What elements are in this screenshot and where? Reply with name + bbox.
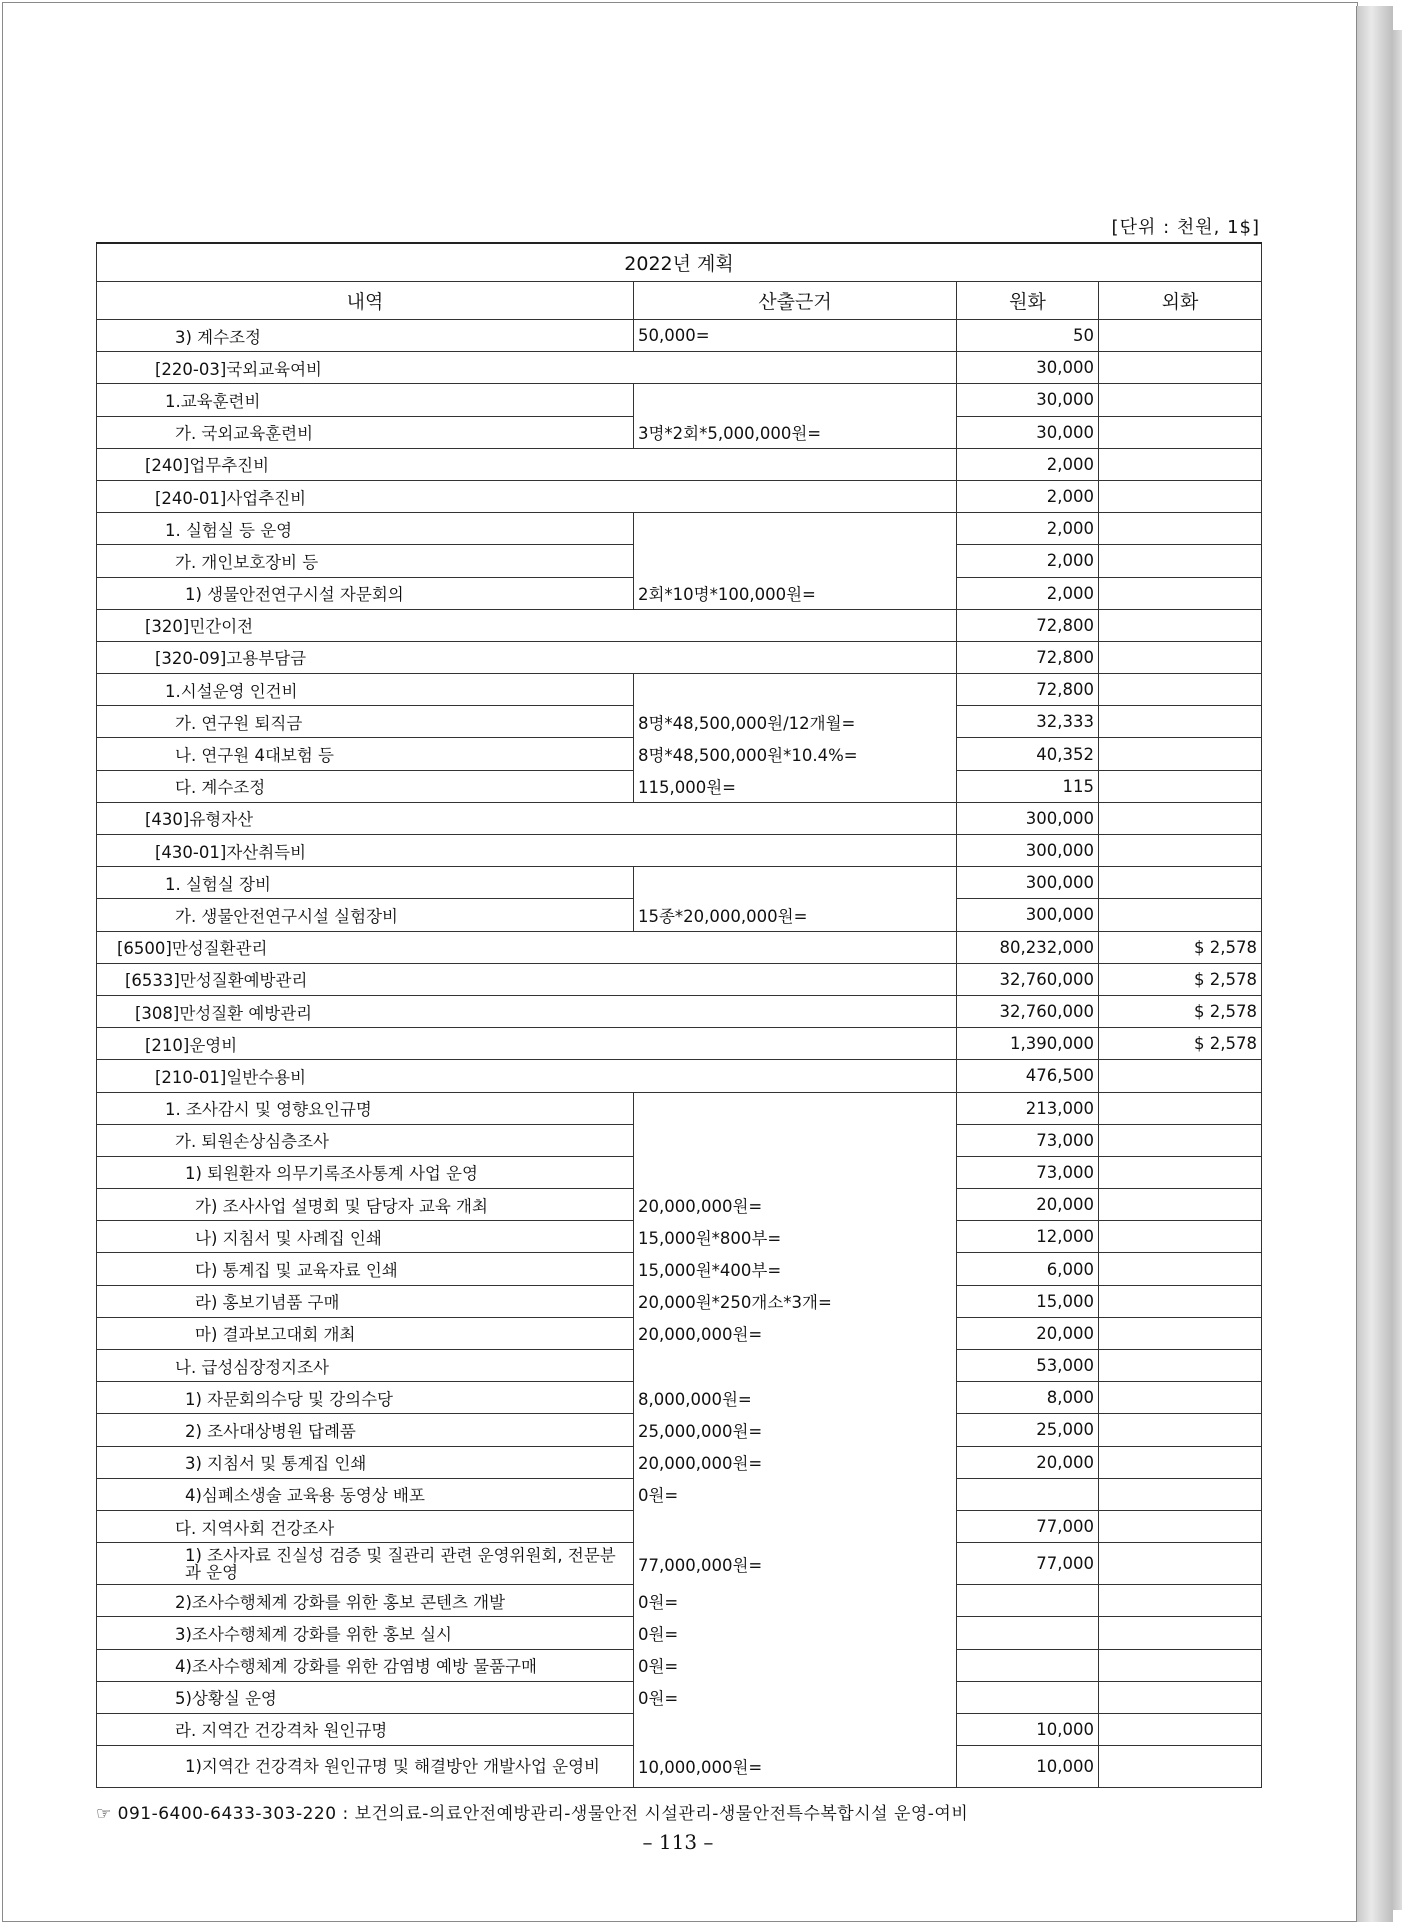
row-basis: 20,000,000원= — [634, 1189, 957, 1221]
row-krw: 32,760,000 — [957, 995, 1099, 1027]
row-krw: 72,800 — [957, 641, 1099, 673]
row-item: 3) 계수조정 — [97, 320, 634, 352]
row-item: [430-01]자산취득비 — [97, 835, 957, 867]
row-basis — [634, 1092, 957, 1124]
table-row — [97, 1585, 1262, 1617]
page-number: – 113 – — [642, 1830, 714, 1854]
table-row — [97, 1189, 1262, 1221]
row-foreign — [1099, 770, 1262, 802]
row-krw: 32,760,000 — [957, 963, 1099, 995]
row-krw: 213,000 — [957, 1092, 1099, 1124]
row-basis: 20,000원*250개소*3개= — [634, 1285, 957, 1317]
row-item: 나. 연구원 4대보험 등 — [97, 738, 634, 770]
row-krw: 12,000 — [957, 1221, 1099, 1253]
table-row — [97, 1617, 1262, 1649]
row-item: 다. 지역사회 건강조사 — [97, 1510, 634, 1542]
row-krw: 8,000 — [957, 1382, 1099, 1414]
page-stack-edge — [1356, 6, 1393, 1922]
row-krw: 30,000 — [957, 352, 1099, 384]
row-item: [240-01]사업추진비 — [97, 480, 957, 512]
row-foreign — [1099, 1543, 1262, 1585]
row-item: 1. 실험실 장비 — [97, 867, 634, 899]
row-krw: 1,390,000 — [957, 1028, 1099, 1060]
row-foreign — [1099, 1713, 1262, 1745]
table-row — [97, 320, 1262, 352]
row-krw: 50 — [957, 320, 1099, 352]
row-foreign — [1099, 1478, 1262, 1510]
row-item: [220-03]국외교육여비 — [97, 352, 957, 384]
row-item: 1) 자문회의수당 및 강의수당 — [97, 1382, 634, 1414]
row-item: 4)조사수행체계 강화를 위한 감염병 예방 물품구매 — [97, 1649, 634, 1681]
row-krw: 300,000 — [957, 802, 1099, 834]
table-row — [97, 1317, 1262, 1349]
row-item: [240]업무추진비 — [97, 448, 957, 480]
row-item: 2)조사수행체계 강화를 위한 홍보 콘텐츠 개발 — [97, 1585, 634, 1617]
row-item: 라) 홍보기념품 구매 — [97, 1285, 634, 1317]
row-item: 1.시설운영 인건비 — [97, 674, 634, 706]
row-krw: 300,000 — [957, 835, 1099, 867]
row-foreign — [1099, 674, 1262, 706]
table-row — [97, 1350, 1262, 1382]
table-row — [97, 835, 1262, 867]
table-row — [97, 1253, 1262, 1285]
row-item: 가. 연구원 퇴직금 — [97, 706, 634, 738]
table-row — [97, 899, 1262, 931]
row-foreign — [1099, 352, 1262, 384]
row-item: 나) 지침서 및 사례집 인쇄 — [97, 1221, 634, 1253]
row-krw: 77,000 — [957, 1543, 1099, 1585]
row-krw: 20,000 — [957, 1189, 1099, 1221]
row-basis: 2회*10명*100,000원= — [634, 577, 957, 609]
row-foreign — [1099, 738, 1262, 770]
table-row — [97, 1382, 1262, 1414]
table-row — [97, 480, 1262, 512]
budget-rows — [97, 320, 1262, 1788]
row-krw: 80,232,000 — [957, 931, 1099, 963]
table-row — [97, 641, 1262, 673]
row-foreign — [1099, 448, 1262, 480]
col-header-foreign: 외화 — [1099, 282, 1262, 320]
row-item: 2) 조사대상병원 답례품 — [97, 1414, 634, 1446]
row-foreign — [1099, 802, 1262, 834]
row-krw — [957, 1681, 1099, 1713]
row-basis — [634, 1350, 957, 1382]
row-item: [320-09]고용부담금 — [97, 641, 957, 673]
table-row — [97, 1681, 1262, 1713]
table-row — [97, 770, 1262, 802]
table-row — [97, 738, 1262, 770]
row-basis: 8명*48,500,000원*10.4%= — [634, 738, 957, 770]
row-foreign — [1099, 899, 1262, 931]
row-basis: 0원= — [634, 1617, 957, 1649]
row-krw: 32,333 — [957, 706, 1099, 738]
row-foreign: $ 2,578 — [1099, 1028, 1262, 1060]
page-stack-edge-back — [1392, 30, 1402, 1910]
row-item: 다. 계수조정 — [97, 770, 634, 802]
row-foreign — [1099, 1746, 1262, 1788]
row-krw: 476,500 — [957, 1060, 1099, 1092]
row-foreign — [1099, 1585, 1262, 1617]
footer-note: ☞ 091-6400-6433-303-220 : 보건의료-의료안전예방관리-생물안전 시설관리-생물안전특수복합시설 운영-여비 — [96, 1804, 969, 1824]
row-basis: 115,000원= — [634, 770, 957, 802]
row-foreign — [1099, 1124, 1262, 1156]
table-row — [97, 1124, 1262, 1156]
col-header-basis: 산출근거 — [634, 282, 957, 320]
table-row — [97, 1649, 1262, 1681]
table-row — [97, 609, 1262, 641]
row-foreign — [1099, 1253, 1262, 1285]
table-row — [97, 545, 1262, 577]
budget-table — [96, 242, 1262, 1788]
row-item: 다) 통계집 및 교육자료 인쇄 — [97, 1253, 634, 1285]
row-foreign — [1099, 1221, 1262, 1253]
row-basis: 20,000,000원= — [634, 1317, 957, 1349]
table-row — [97, 802, 1262, 834]
row-basis: 25,000,000원= — [634, 1414, 957, 1446]
table-row — [97, 416, 1262, 448]
row-item: 가. 국외교육훈련비 — [97, 416, 634, 448]
row-item: 라. 지역간 건강격차 원인규명 — [97, 1713, 634, 1745]
row-item: 가. 개인보호장비 등 — [97, 545, 634, 577]
col-header-item: 내역 — [97, 282, 634, 320]
row-item: [210-01]일반수용비 — [97, 1060, 957, 1092]
row-item: 1) 조사자료 진실성 검증 및 질관리 관련 운영위원회, 전문분과 운영 — [97, 1543, 634, 1585]
row-krw — [957, 1585, 1099, 1617]
row-foreign — [1099, 545, 1262, 577]
row-basis: 0원= — [634, 1478, 957, 1510]
row-basis: 3명*2회*5,000,000원= — [634, 416, 957, 448]
row-krw: 25,000 — [957, 1414, 1099, 1446]
row-basis — [634, 545, 957, 577]
row-krw: 15,000 — [957, 1285, 1099, 1317]
row-item: [320]민간이전 — [97, 609, 957, 641]
table-row — [97, 1414, 1262, 1446]
row-item: 1. 실험실 등 운영 — [97, 513, 634, 545]
row-krw — [957, 1617, 1099, 1649]
row-foreign — [1099, 1681, 1262, 1713]
table-row — [97, 1221, 1262, 1253]
row-basis: 0원= — [634, 1649, 957, 1681]
row-foreign — [1099, 1317, 1262, 1349]
row-item: [6500]만성질환관리 — [97, 931, 957, 963]
row-item: 1) 퇴원환자 의무기록조사통계 사업 운영 — [97, 1156, 634, 1188]
row-krw: 72,800 — [957, 674, 1099, 706]
table-row — [97, 1543, 1262, 1585]
row-item: 5)상황실 운영 — [97, 1681, 634, 1713]
table-row — [97, 1028, 1262, 1060]
table-row — [97, 1746, 1262, 1788]
row-foreign — [1099, 480, 1262, 512]
row-krw: 2,000 — [957, 577, 1099, 609]
row-item: 나. 급성심장정지조사 — [97, 1350, 634, 1382]
plan-title: 2022년 계획 — [97, 243, 1262, 282]
row-item: 가. 생물안전연구시설 실험장비 — [97, 899, 634, 931]
row-foreign: $ 2,578 — [1099, 995, 1262, 1027]
row-item: 4)심폐소생술 교육용 동영상 배포 — [97, 1478, 634, 1510]
row-krw: 73,000 — [957, 1124, 1099, 1156]
row-foreign — [1099, 1649, 1262, 1681]
table-row — [97, 448, 1262, 480]
row-foreign — [1099, 1414, 1262, 1446]
row-item: [210]운영비 — [97, 1028, 957, 1060]
row-krw: 2,000 — [957, 448, 1099, 480]
table-row — [97, 384, 1262, 416]
row-item: [6533]만성질환예방관리 — [97, 963, 957, 995]
table-row — [97, 867, 1262, 899]
table-row — [97, 1285, 1262, 1317]
row-foreign — [1099, 706, 1262, 738]
row-foreign — [1099, 1156, 1262, 1188]
row-krw: 72,800 — [957, 609, 1099, 641]
row-foreign — [1099, 577, 1262, 609]
row-krw: 20,000 — [957, 1317, 1099, 1349]
table-row — [97, 674, 1262, 706]
row-item: 3) 지침서 및 통계집 인쇄 — [97, 1446, 634, 1478]
row-item: [430]유형자산 — [97, 802, 957, 834]
row-basis: 10,000,000원= — [634, 1746, 957, 1788]
table-row — [97, 1510, 1262, 1542]
table-row — [97, 963, 1262, 995]
row-basis — [634, 1124, 957, 1156]
row-foreign — [1099, 384, 1262, 416]
row-item: 가) 조사사업 설명회 및 담당자 교육 개최 — [97, 1189, 634, 1221]
row-basis — [634, 674, 957, 706]
row-item: [308]만성질환 예방관리 — [97, 995, 957, 1027]
row-krw: 10,000 — [957, 1746, 1099, 1788]
row-foreign — [1099, 1189, 1262, 1221]
row-item: 가. 퇴원손상심층조사 — [97, 1124, 634, 1156]
table-row — [97, 1060, 1262, 1092]
row-krw: 2,000 — [957, 545, 1099, 577]
row-krw: 300,000 — [957, 899, 1099, 931]
row-item: 1.교육훈련비 — [97, 384, 634, 416]
row-foreign — [1099, 1092, 1262, 1124]
row-basis — [634, 384, 957, 416]
row-basis: 15,000원*800부= — [634, 1221, 957, 1253]
row-basis: 0원= — [634, 1681, 957, 1713]
row-basis: 77,000,000원= — [634, 1543, 957, 1585]
row-foreign — [1099, 513, 1262, 545]
row-item: 1) 생물안전연구시설 자문회의 — [97, 577, 634, 609]
table-row — [97, 1713, 1262, 1745]
row-foreign — [1099, 641, 1262, 673]
table-row — [97, 706, 1262, 738]
row-krw: 40,352 — [957, 738, 1099, 770]
row-foreign — [1099, 1350, 1262, 1382]
row-foreign: $ 2,578 — [1099, 931, 1262, 963]
row-krw — [957, 1649, 1099, 1681]
table-row — [97, 577, 1262, 609]
row-basis: 8,000,000원= — [634, 1382, 957, 1414]
row-foreign — [1099, 1285, 1262, 1317]
row-basis: 0원= — [634, 1585, 957, 1617]
row-foreign — [1099, 867, 1262, 899]
row-item: 마) 결과보고대회 개최 — [97, 1317, 634, 1349]
row-basis: 15,000원*400부= — [634, 1253, 957, 1285]
row-krw: 53,000 — [957, 1350, 1099, 1382]
row-krw: 30,000 — [957, 384, 1099, 416]
row-basis: 15종*20,000,000원= — [634, 899, 957, 931]
row-krw: 300,000 — [957, 867, 1099, 899]
unit-label: [단위 : 천원, 1$] — [1111, 217, 1260, 238]
row-krw: 20,000 — [957, 1446, 1099, 1478]
row-krw: 2,000 — [957, 480, 1099, 512]
row-foreign — [1099, 1617, 1262, 1649]
table-row — [97, 352, 1262, 384]
row-krw: 2,000 — [957, 513, 1099, 545]
row-foreign — [1099, 1060, 1262, 1092]
row-foreign — [1099, 1510, 1262, 1542]
row-basis — [634, 1510, 957, 1542]
row-basis — [634, 1713, 957, 1745]
row-foreign: $ 2,578 — [1099, 963, 1262, 995]
row-foreign — [1099, 1382, 1262, 1414]
row-item: 3)조사수행체계 강화를 위한 홍보 실시 — [97, 1617, 634, 1649]
table-row — [97, 513, 1262, 545]
row-foreign — [1099, 609, 1262, 641]
row-krw: 73,000 — [957, 1156, 1099, 1188]
row-krw: 30,000 — [957, 416, 1099, 448]
row-foreign — [1099, 1446, 1262, 1478]
table-row — [97, 995, 1262, 1027]
row-basis: 8명*48,500,000원/12개월= — [634, 706, 957, 738]
table-row — [97, 1156, 1262, 1188]
row-item: 1. 조사감시 및 영향요인규명 — [97, 1092, 634, 1124]
table-row — [97, 1446, 1262, 1478]
row-basis — [634, 867, 957, 899]
row-basis: 50,000= — [634, 320, 957, 352]
row-basis — [634, 513, 957, 545]
row-krw — [957, 1478, 1099, 1510]
row-foreign — [1099, 835, 1262, 867]
table-row — [97, 1478, 1262, 1510]
row-krw: 10,000 — [957, 1713, 1099, 1745]
row-krw: 115 — [957, 770, 1099, 802]
row-foreign — [1099, 320, 1262, 352]
row-foreign — [1099, 416, 1262, 448]
row-item: 1)지역간 건강격차 원인규명 및 해결방안 개발사업 운영비 — [97, 1746, 634, 1788]
col-header-krw: 원화 — [957, 282, 1099, 320]
row-basis — [634, 1156, 957, 1188]
table-row — [97, 931, 1262, 963]
row-basis: 20,000,000원= — [634, 1446, 957, 1478]
row-krw: 77,000 — [957, 1510, 1099, 1542]
row-krw: 6,000 — [957, 1253, 1099, 1285]
table-row — [97, 1092, 1262, 1124]
